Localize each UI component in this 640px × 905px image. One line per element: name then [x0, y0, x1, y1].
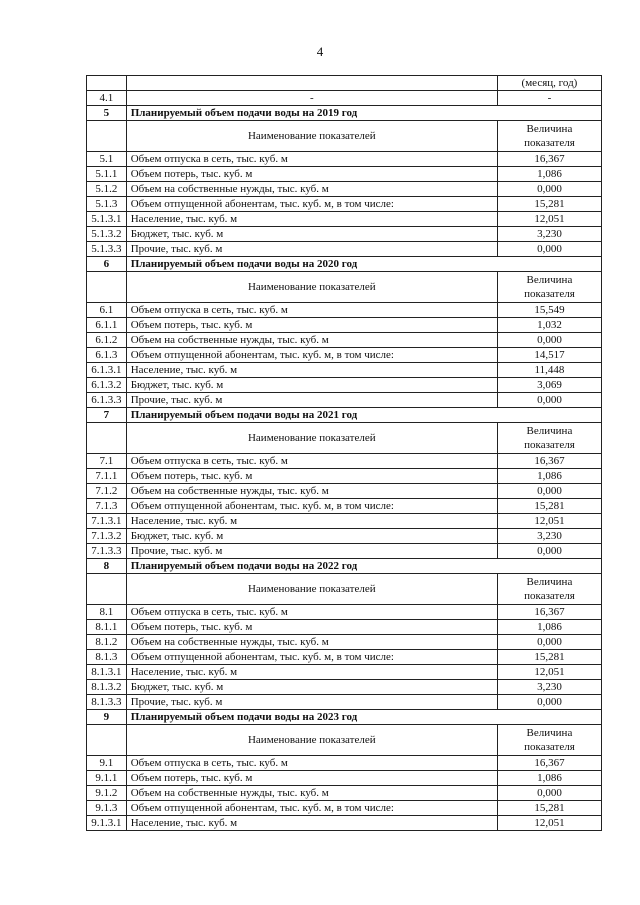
header-value-line1: Величина	[526, 274, 573, 286]
section-title-cell: Планируемый объем подачи воды на 2019 год	[126, 106, 601, 121]
row-num-cell: 9.1.1	[87, 771, 127, 786]
table-row	[87, 665, 602, 680]
row-num-cell: 4.1	[87, 91, 127, 106]
row-name-cell: Население, тыс. куб. м	[126, 816, 497, 831]
table-row	[87, 333, 602, 348]
row-name-cell: Объем отпуска в сеть, тыс. куб. м	[126, 303, 497, 318]
row-value-cell: 0,000	[497, 786, 601, 801]
row-value-cell: 3,069	[497, 378, 601, 393]
table-row	[87, 167, 602, 182]
row-num-cell: 6.1.3.1	[87, 363, 127, 378]
row-num-cell: 7.1.3	[87, 499, 127, 514]
row-name-cell: Население, тыс. куб. м	[126, 514, 497, 529]
row-value-cell: 16,367	[497, 605, 601, 620]
row-num-cell: 8.1.2	[87, 635, 127, 650]
row-value-cell: 14,517	[497, 348, 601, 363]
row-value-cell: 11,448	[497, 363, 601, 378]
row-num-cell: 6.1.1	[87, 318, 127, 333]
section-title-cell: Планируемый объем подачи воды на 2021 год	[126, 408, 601, 423]
row-name-cell: Объем на собственные нужды, тыс. куб. м	[126, 786, 497, 801]
section-num-cell: 5	[87, 106, 127, 121]
header-name-cell: Наименование показателей	[126, 121, 497, 152]
section-title-cell: Планируемый объем подачи воды на 2022 год	[126, 559, 601, 574]
header-num-cell	[87, 423, 127, 454]
row-value-cell: 1,032	[497, 318, 601, 333]
row-name-cell: Объем отпуска в сеть, тыс. куб. м	[126, 454, 497, 469]
header-value-cell	[497, 121, 601, 152]
row-name-cell: Объем потерь, тыс. куб. м	[126, 620, 497, 635]
row-value-cell: 0,000	[497, 544, 601, 559]
section-title-cell: Планируемый объем подачи воды на 2020 год	[126, 257, 601, 272]
row-value-cell: 16,367	[497, 454, 601, 469]
row-name-cell: Бюджет, тыс. куб. м	[126, 227, 497, 242]
row-name-cell: Прочие, тыс. куб. м	[126, 544, 497, 559]
row-value-cell: 1,086	[497, 771, 601, 786]
row-num-cell: 9.1.3.1	[87, 816, 127, 831]
header-value-cell	[497, 423, 601, 454]
row-num-cell: 9.1.2	[87, 786, 127, 801]
table-row	[87, 454, 602, 469]
row-num-cell: 5.1.2	[87, 182, 127, 197]
row-num-cell: 5.1.3.3	[87, 242, 127, 257]
row-num-cell: 8.1.3.1	[87, 665, 127, 680]
table-row	[87, 786, 602, 801]
row-num-cell: 8.1.3.3	[87, 695, 127, 710]
header-value-cell	[497, 725, 601, 756]
table-row	[87, 152, 602, 167]
header-value-line2: показателя	[524, 288, 575, 300]
table-row	[87, 514, 602, 529]
table-row	[87, 348, 602, 363]
row-name-cell: -	[126, 91, 497, 106]
page-number: 4	[316, 44, 324, 59]
header-value-line1: Величина	[526, 727, 573, 739]
section-title-row	[87, 106, 602, 121]
row-value-cell: 0,000	[497, 695, 601, 710]
table-row	[87, 756, 602, 771]
row-value-cell: 3,230	[497, 529, 601, 544]
row-value-cell: 0,000	[497, 484, 601, 499]
row-name-cell: Объем потерь, тыс. куб. м	[126, 167, 497, 182]
row-name-cell: Объем потерь, тыс. куб. м	[126, 771, 497, 786]
table-row	[87, 635, 602, 650]
row-name-cell: Объем на собственные нужды, тыс. куб. м	[126, 182, 497, 197]
table-row	[87, 771, 602, 786]
table-row	[87, 499, 602, 514]
row-num-cell: 8.1	[87, 605, 127, 620]
header-name-cell: Наименование показателей	[126, 574, 497, 605]
header-value-line2: показателя	[524, 590, 575, 602]
row-value-cell: 12,051	[497, 212, 601, 227]
row-value-cell: 15,281	[497, 650, 601, 665]
row-num-cell: 5.1	[87, 152, 127, 167]
table-row	[87, 801, 602, 816]
row-name-cell: Прочие, тыс. куб. м	[126, 695, 497, 710]
header-value-cell	[497, 574, 601, 605]
row-value-cell: 3,230	[497, 680, 601, 695]
row-value-cell: 0,000	[497, 635, 601, 650]
row-name-cell: Объем отпущенной абонентам, тыс. куб. м, в том числе:	[126, 801, 497, 816]
row-num-cell: 6.1.3.2	[87, 378, 127, 393]
header-num-cell	[87, 725, 127, 756]
section-num-cell: 8	[87, 559, 127, 574]
section-title-row	[87, 559, 602, 574]
row-num-cell: 6.1.3.3	[87, 393, 127, 408]
header-name-cell: Наименование показателей	[126, 423, 497, 454]
header-value-cell	[497, 272, 601, 303]
header-value-line1: Величина	[526, 123, 573, 135]
water-supply-table	[86, 75, 602, 831]
row-name-cell: Население, тыс. куб. м	[126, 363, 497, 378]
table-row	[87, 816, 602, 831]
row-name-cell: Население, тыс. куб. м	[126, 665, 497, 680]
row-name-cell: Бюджет, тыс. куб. м	[126, 680, 497, 695]
table-row	[87, 378, 602, 393]
row-name-cell: Объем отпуска в сеть, тыс. куб. м	[126, 756, 497, 771]
row-num-cell: 7.1.3.3	[87, 544, 127, 559]
table-row	[87, 469, 602, 484]
table-row	[87, 605, 602, 620]
column-header-row	[87, 423, 602, 454]
table-row	[87, 529, 602, 544]
row-name-cell: Объем потерь, тыс. куб. м	[126, 318, 497, 333]
row-num-cell: 7.1.2	[87, 484, 127, 499]
row-num-cell: 7.1.3.1	[87, 514, 127, 529]
row-value-cell: 15,281	[497, 801, 601, 816]
header-name-cell: Наименование показателей	[126, 725, 497, 756]
table-row	[87, 363, 602, 378]
row-value-cell: 0,000	[497, 242, 601, 257]
row-name-cell: Объем на собственные нужды, тыс. куб. м	[126, 484, 497, 499]
section-title-cell: Планируемый объем подачи воды на 2023 год	[126, 710, 601, 725]
table-row	[87, 620, 602, 635]
table-row	[87, 197, 602, 212]
section-num-cell: 6	[87, 257, 127, 272]
row-name-cell	[126, 76, 497, 91]
table-row	[87, 212, 602, 227]
column-header-row	[87, 121, 602, 152]
header-name-cell: Наименование показателей	[126, 272, 497, 303]
row-num-cell: 9.1.3	[87, 801, 127, 816]
table-row	[87, 318, 602, 333]
table-row	[87, 242, 602, 257]
row-name-cell: Бюджет, тыс. куб. м	[126, 378, 497, 393]
section-title-row	[87, 257, 602, 272]
row-name-cell: Прочие, тыс. куб. м	[126, 242, 497, 257]
table-row	[87, 227, 602, 242]
header-value-line2: показателя	[524, 741, 575, 753]
row-num-cell: 5.1.3.2	[87, 227, 127, 242]
row-name-cell: Объем отпуска в сеть, тыс. куб. м	[126, 605, 497, 620]
row-num-cell: 5.1.3.1	[87, 212, 127, 227]
row-num-cell: 5.1.3	[87, 197, 127, 212]
row-num-cell: 8.1.3	[87, 650, 127, 665]
column-header-row	[87, 272, 602, 303]
row-name-cell: Объем отпущенной абонентам, тыс. куб. м, в том числе:	[126, 650, 497, 665]
table-row	[87, 680, 602, 695]
row-value-cell: 12,051	[497, 514, 601, 529]
section-num-cell: 9	[87, 710, 127, 725]
row-num-cell: 6.1.2	[87, 333, 127, 348]
header-value-line1: Величина	[526, 576, 573, 588]
row-num-cell: 8.1.1	[87, 620, 127, 635]
header-value-line1: Величина	[526, 425, 573, 437]
row-value-cell: 12,051	[497, 665, 601, 680]
row-value-cell: 15,281	[497, 499, 601, 514]
row-name-cell: Объем отпущенной абонентам, тыс. куб. м, в том числе:	[126, 197, 497, 212]
section-title-row	[87, 710, 602, 725]
table-row	[87, 393, 602, 408]
row-num-cell: 7.1.1	[87, 469, 127, 484]
header-num-cell	[87, 121, 127, 152]
column-header-row	[87, 574, 602, 605]
table-row	[87, 544, 602, 559]
table-row	[87, 484, 602, 499]
row-value-cell: 12,051	[497, 816, 601, 831]
table-row	[87, 91, 602, 106]
row-value-cell: 0,000	[497, 182, 601, 197]
header-num-cell	[87, 272, 127, 303]
column-header-row	[87, 725, 602, 756]
row-num-cell: 6.1.3	[87, 348, 127, 363]
row-value-cell: 0,000	[497, 333, 601, 348]
row-value-cell: 1,086	[497, 167, 601, 182]
row-num-cell: 7.1.3.2	[87, 529, 127, 544]
row-num-cell: 7.1	[87, 454, 127, 469]
table-row	[87, 695, 602, 710]
header-num-cell	[87, 574, 127, 605]
row-value-cell: 3,230	[497, 227, 601, 242]
row-name-cell: Население, тыс. куб. м	[126, 212, 497, 227]
row-name-cell: Объем отпуска в сеть, тыс. куб. м	[126, 152, 497, 167]
row-name-cell: Бюджет, тыс. куб. м	[126, 529, 497, 544]
section-title-row	[87, 408, 602, 423]
header-value-line2: показателя	[524, 137, 575, 149]
row-name-cell: Объем отпущенной абонентам, тыс. куб. м, в том числе:	[126, 499, 497, 514]
row-name-cell: Объем потерь, тыс. куб. м	[126, 469, 497, 484]
row-value-cell: 15,281	[497, 197, 601, 212]
row-num-cell: 5.1.1	[87, 167, 127, 182]
section-num-cell: 7	[87, 408, 127, 423]
row-name-cell: Объем на собственные нужды, тыс. куб. м	[126, 635, 497, 650]
row-value-cell: -	[497, 91, 601, 106]
row-num-cell	[87, 76, 127, 91]
row-value-cell: 15,549	[497, 303, 601, 318]
table-row	[87, 182, 602, 197]
row-value-cell: 1,086	[497, 469, 601, 484]
row-num-cell: 9.1	[87, 756, 127, 771]
row-value-cell: 16,367	[497, 152, 601, 167]
header-value-line2: показателя	[524, 439, 575, 451]
row-value-cell: 0,000	[497, 393, 601, 408]
row-name-cell: Прочие, тыс. куб. м	[126, 393, 497, 408]
unit-header-cell: (месяц, год)	[497, 76, 601, 91]
row-name-cell: Объем отпущенной абонентам, тыс. куб. м, в том числе:	[126, 348, 497, 363]
row-num-cell: 8.1.3.2	[87, 680, 127, 695]
row-num-cell: 6.1	[87, 303, 127, 318]
row-value-cell: 16,367	[497, 756, 601, 771]
row-value-cell: 1,086	[497, 620, 601, 635]
table-row	[87, 650, 602, 665]
table-row	[87, 76, 602, 91]
table-row	[87, 303, 602, 318]
row-name-cell: Объем на собственные нужды, тыс. куб. м	[126, 333, 497, 348]
